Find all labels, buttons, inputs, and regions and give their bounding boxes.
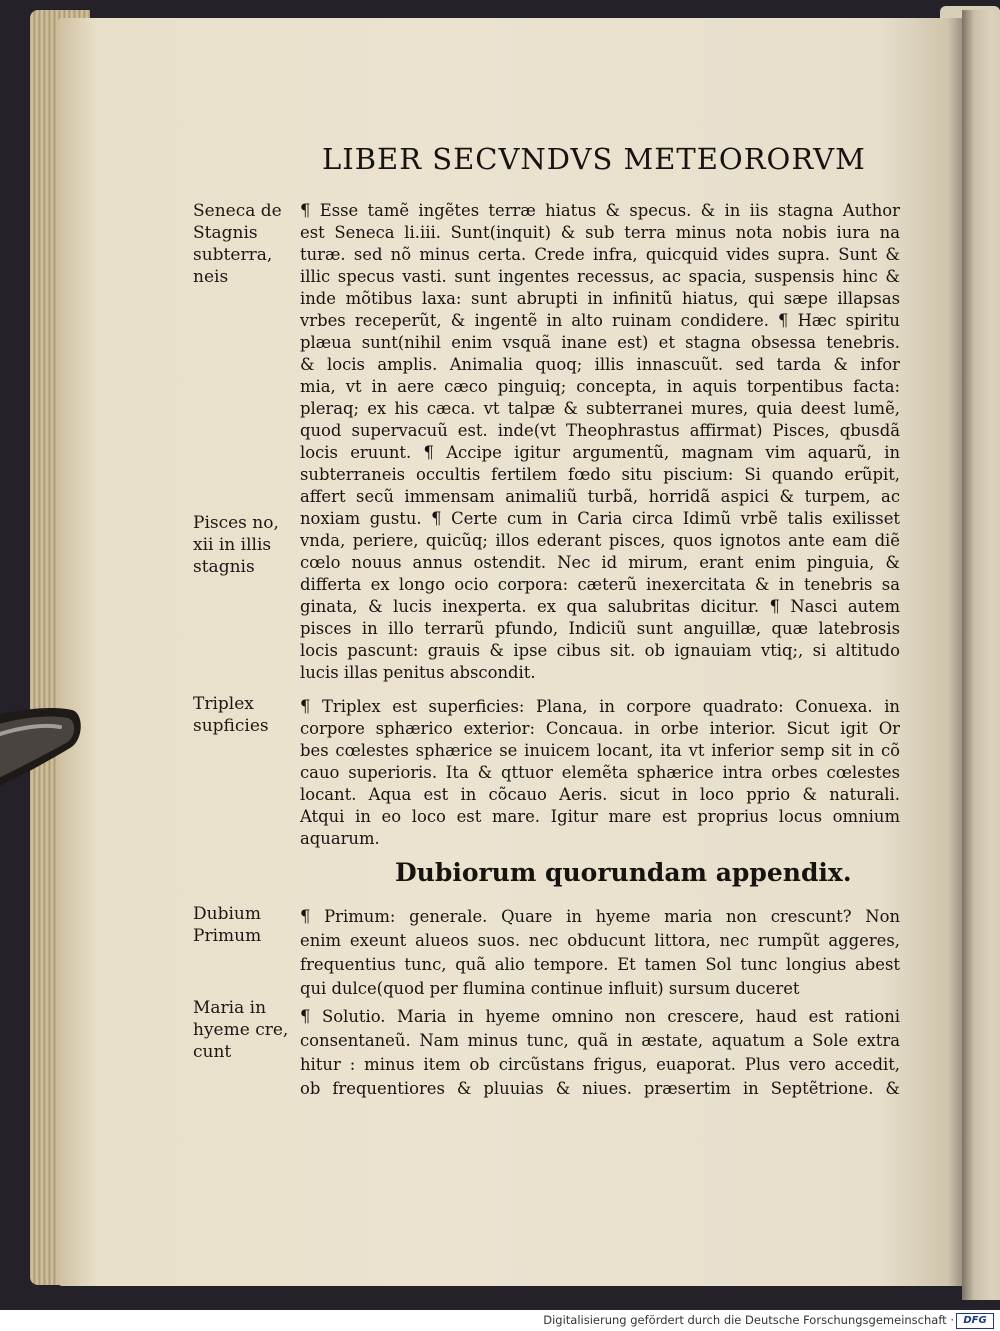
facing-page-gutter [962,10,1000,1300]
text-line: inde mõtibus laxa: sunt abrupti in infinitũ hiatus, qui sæpe illapsas [300,289,900,308]
section-heading: Dubiorum quorundam appendix. [395,858,852,887]
text-line: est Seneca li.iii. Sunt(inquit) & sub terra minus nota nobis iura na [300,223,900,242]
text-line: vnda, periere, quicũq; illos ederant pisces, quos ignotos ante eam diẽ [300,531,900,550]
text-line: & locis amplis. Animalia quoq; illis innascuũt. sed tarda & infor [300,355,900,374]
text-line: enim exeunt alueos suos. nec obducunt littora, nec rumpũt aggeres, [300,931,900,950]
text-line: ¶ Triplex est superficies: Plana, in corpore quadrato: Conuexa. in [300,697,900,716]
text-line: frequentius tunc, quã alio tempore. Et tamen Sol tunc longius abest [300,955,900,974]
text-line: noxiam gustu. ¶ Certe cum in Caria circa Idimũ vrbẽ talis exilisset [300,509,900,528]
running-head: LIBER SECVNDVS METEORORVM [322,142,866,176]
text-line: qui dulce(quod per flumina continue influit) sursum duceret [300,979,800,998]
margin-note: Dubium Primum [193,904,262,946]
text-line: aquarum. [300,829,380,848]
text-line: illic specus vasti. sunt ingentes recessus, ac spacia, suspensis hinc & [300,267,900,286]
text-line: mia, vt in aere cæco pinguiq; concepta, in aquis torpentibus facta: [300,377,900,396]
text-line: cauo superioris. Ita & qttuor elemẽta sphærice intra orbes cœlestes [300,763,900,782]
funding-credit: Digitalisierung gefördert durch die Deutsche Forschungsgemeinschaft · [543,1313,954,1327]
footer-bar [0,1310,1000,1331]
text-line: differta ex longo ocio corpora: cæterũ inexercitata & in tenebris sa [300,575,900,594]
text-line: turæ. sed nõ minus certa. Crede infra, quicquid vides supra. Sunt & [300,245,900,264]
text-line: affert secũ immensam animaliũ turbã, horridã aspici & turpem, ac [300,487,900,506]
text-line: locis pascunt: grauis & ipse cibus sit. ob ignauiam vtiq;, si altitudo [300,641,900,660]
text-line: ¶ Esse tamẽ ingẽtes terræ hiatus & specus. & in iis stagna Author [300,201,900,220]
margin-note: Seneca de Stagnis subterra, neis [193,201,282,287]
text-line: bes cœlestes sphærice se inuicem locant, ita vt inferior semp sit in cõ [300,741,900,760]
text-line: vrbes receperũt, & ingentẽ in alto ruinam condidere. ¶ Hæc spiritu [300,311,900,330]
text-line: subterraneis occultis fertilem fœdo situ piscium: Si quando erũpit, [300,465,900,484]
dfg-logo: DFG [956,1313,994,1329]
text-line: locis eruunt. ¶ Accipe igitur argumentũ, magnam vim aquarũ, in [300,443,900,462]
text-line: locant. Aqua est in cõcauo Aeris. sicut in loco pprio & naturali. [300,785,900,804]
text-line: lucis illas penitus abscondit. [300,663,536,682]
text-line: ob frequentiores & pluuias & niues. præsertim in Septẽtrione. & [300,1079,900,1098]
text-line: hitur : minus item ob circũstans frigus, euaporat. Plus vero accedit, [300,1055,900,1074]
text-line: cœlo nouus annus ostendit. Nec id mirum, erant enim pinguia, & [300,553,900,572]
text-line: plæua sunt(nihil enim vsquã inane est) et stagna obsessa tenebris. [300,333,900,352]
scanner-finger-icon [0,700,98,800]
text-line: quod supervacuũ est. inde(vt Theophrastus affirmat) Pisces, qbusdã [300,421,900,440]
text-line: Atqui in eo loco est mare. Igitur mare est proprius locus omnium [300,807,900,826]
text-line: pisces in illo terrarũ pfundo, Indiciũ sunt anguillæ, quæ latebrosis [300,619,900,638]
margin-note: Pisces no, xii in illis stagnis [193,513,279,577]
margin-note: Triplex supficies [193,694,269,736]
text-line: corpore sphærico exterior: Concaua. in orbe interior. Sicut igit Or [300,719,900,738]
text-line: ginata, & lucis inexperta. ex qua salubritas dicitur. ¶ Nasci autem [300,597,900,616]
text-line: consentaneũ. Nam minus tunc, quã in æstate, aquatum a Sole extra [300,1031,900,1050]
text-line: ¶ Primum: generale. Quare in hyeme maria non crescunt? Non [300,907,900,926]
text-line: pleraq; ex his cæca. vt talpæ & subterranei mures, quia deest lumẽ, [300,399,900,418]
margin-note: Maria in hyeme cre, cunt [193,998,289,1062]
text-line: ¶ Solutio. Maria in hyeme omnino non crescere, haud est rationi [300,1007,900,1026]
